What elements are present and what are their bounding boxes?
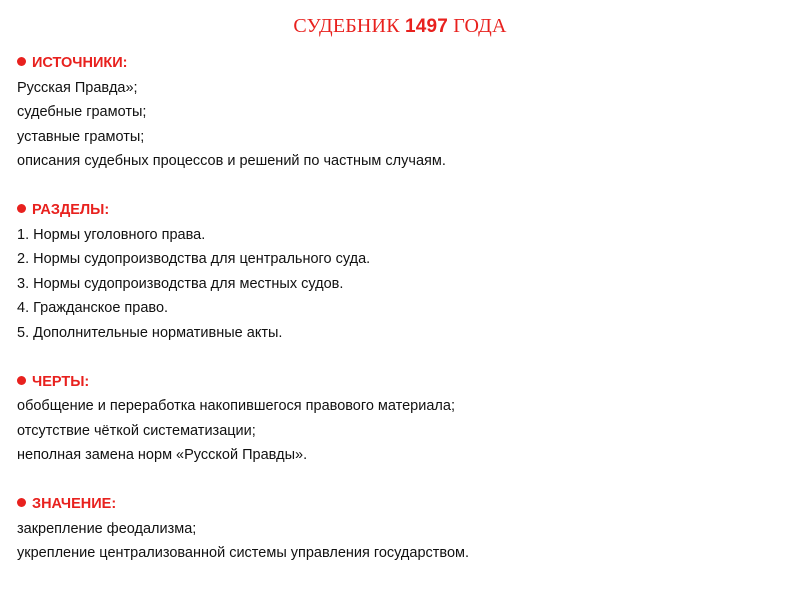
bullet-icon	[17, 57, 26, 66]
list-item: закрепление феодализма;	[17, 520, 197, 537]
list-item: 3. Нормы судопроизводства для местных судов.	[17, 275, 344, 292]
list-item: уставные грамоты;	[17, 128, 145, 145]
title-suffix: ГОДА	[448, 15, 507, 37]
list-item: обобщение и переработка накопившегося правового материала;	[17, 398, 455, 414]
section-spacer	[17, 174, 787, 199]
title-year: 1497	[404, 16, 449, 37]
section-heading-parts: РАЗДЕЛЫ:	[17, 198, 787, 223]
section-heading-features: ЧЕРТЫ:	[17, 370, 787, 395]
list-item: 1. Нормы уголовного права.	[17, 226, 206, 243]
bullet-icon	[17, 376, 26, 385]
section-spacer	[17, 345, 787, 370]
title-prefix: СУДЕБНИК	[293, 15, 405, 37]
bullet-icon	[17, 498, 26, 507]
list-item: 4. Гражданское право.	[17, 300, 169, 316]
bullet-icon	[17, 204, 26, 213]
list-item: Русская Правда»;	[17, 79, 138, 96]
list-item: описания судебных процессов и решений по частным случаям.	[17, 153, 446, 169]
list-item: укрепление централизованной системы управления государством.	[17, 545, 470, 561]
page-title	[0, 11, 800, 42]
section-heading-significance: ЗНАЧЕНИЕ:	[17, 492, 787, 517]
section-heading-sources: ИСТОЧНИКИ:	[17, 51, 787, 76]
list-item: неполная замена норм «Русской Правды».	[17, 447, 308, 463]
document-body	[17, 51, 787, 566]
list-item: 2. Нормы судопроизводства для центрального суда.	[17, 251, 371, 267]
section-spacer	[17, 468, 787, 493]
list-item: отсутствие чёткой систематизации;	[17, 422, 256, 439]
list-item: 5. Дополнительные нормативные акты.	[17, 324, 283, 341]
list-item: судебные грамоты;	[17, 104, 147, 120]
